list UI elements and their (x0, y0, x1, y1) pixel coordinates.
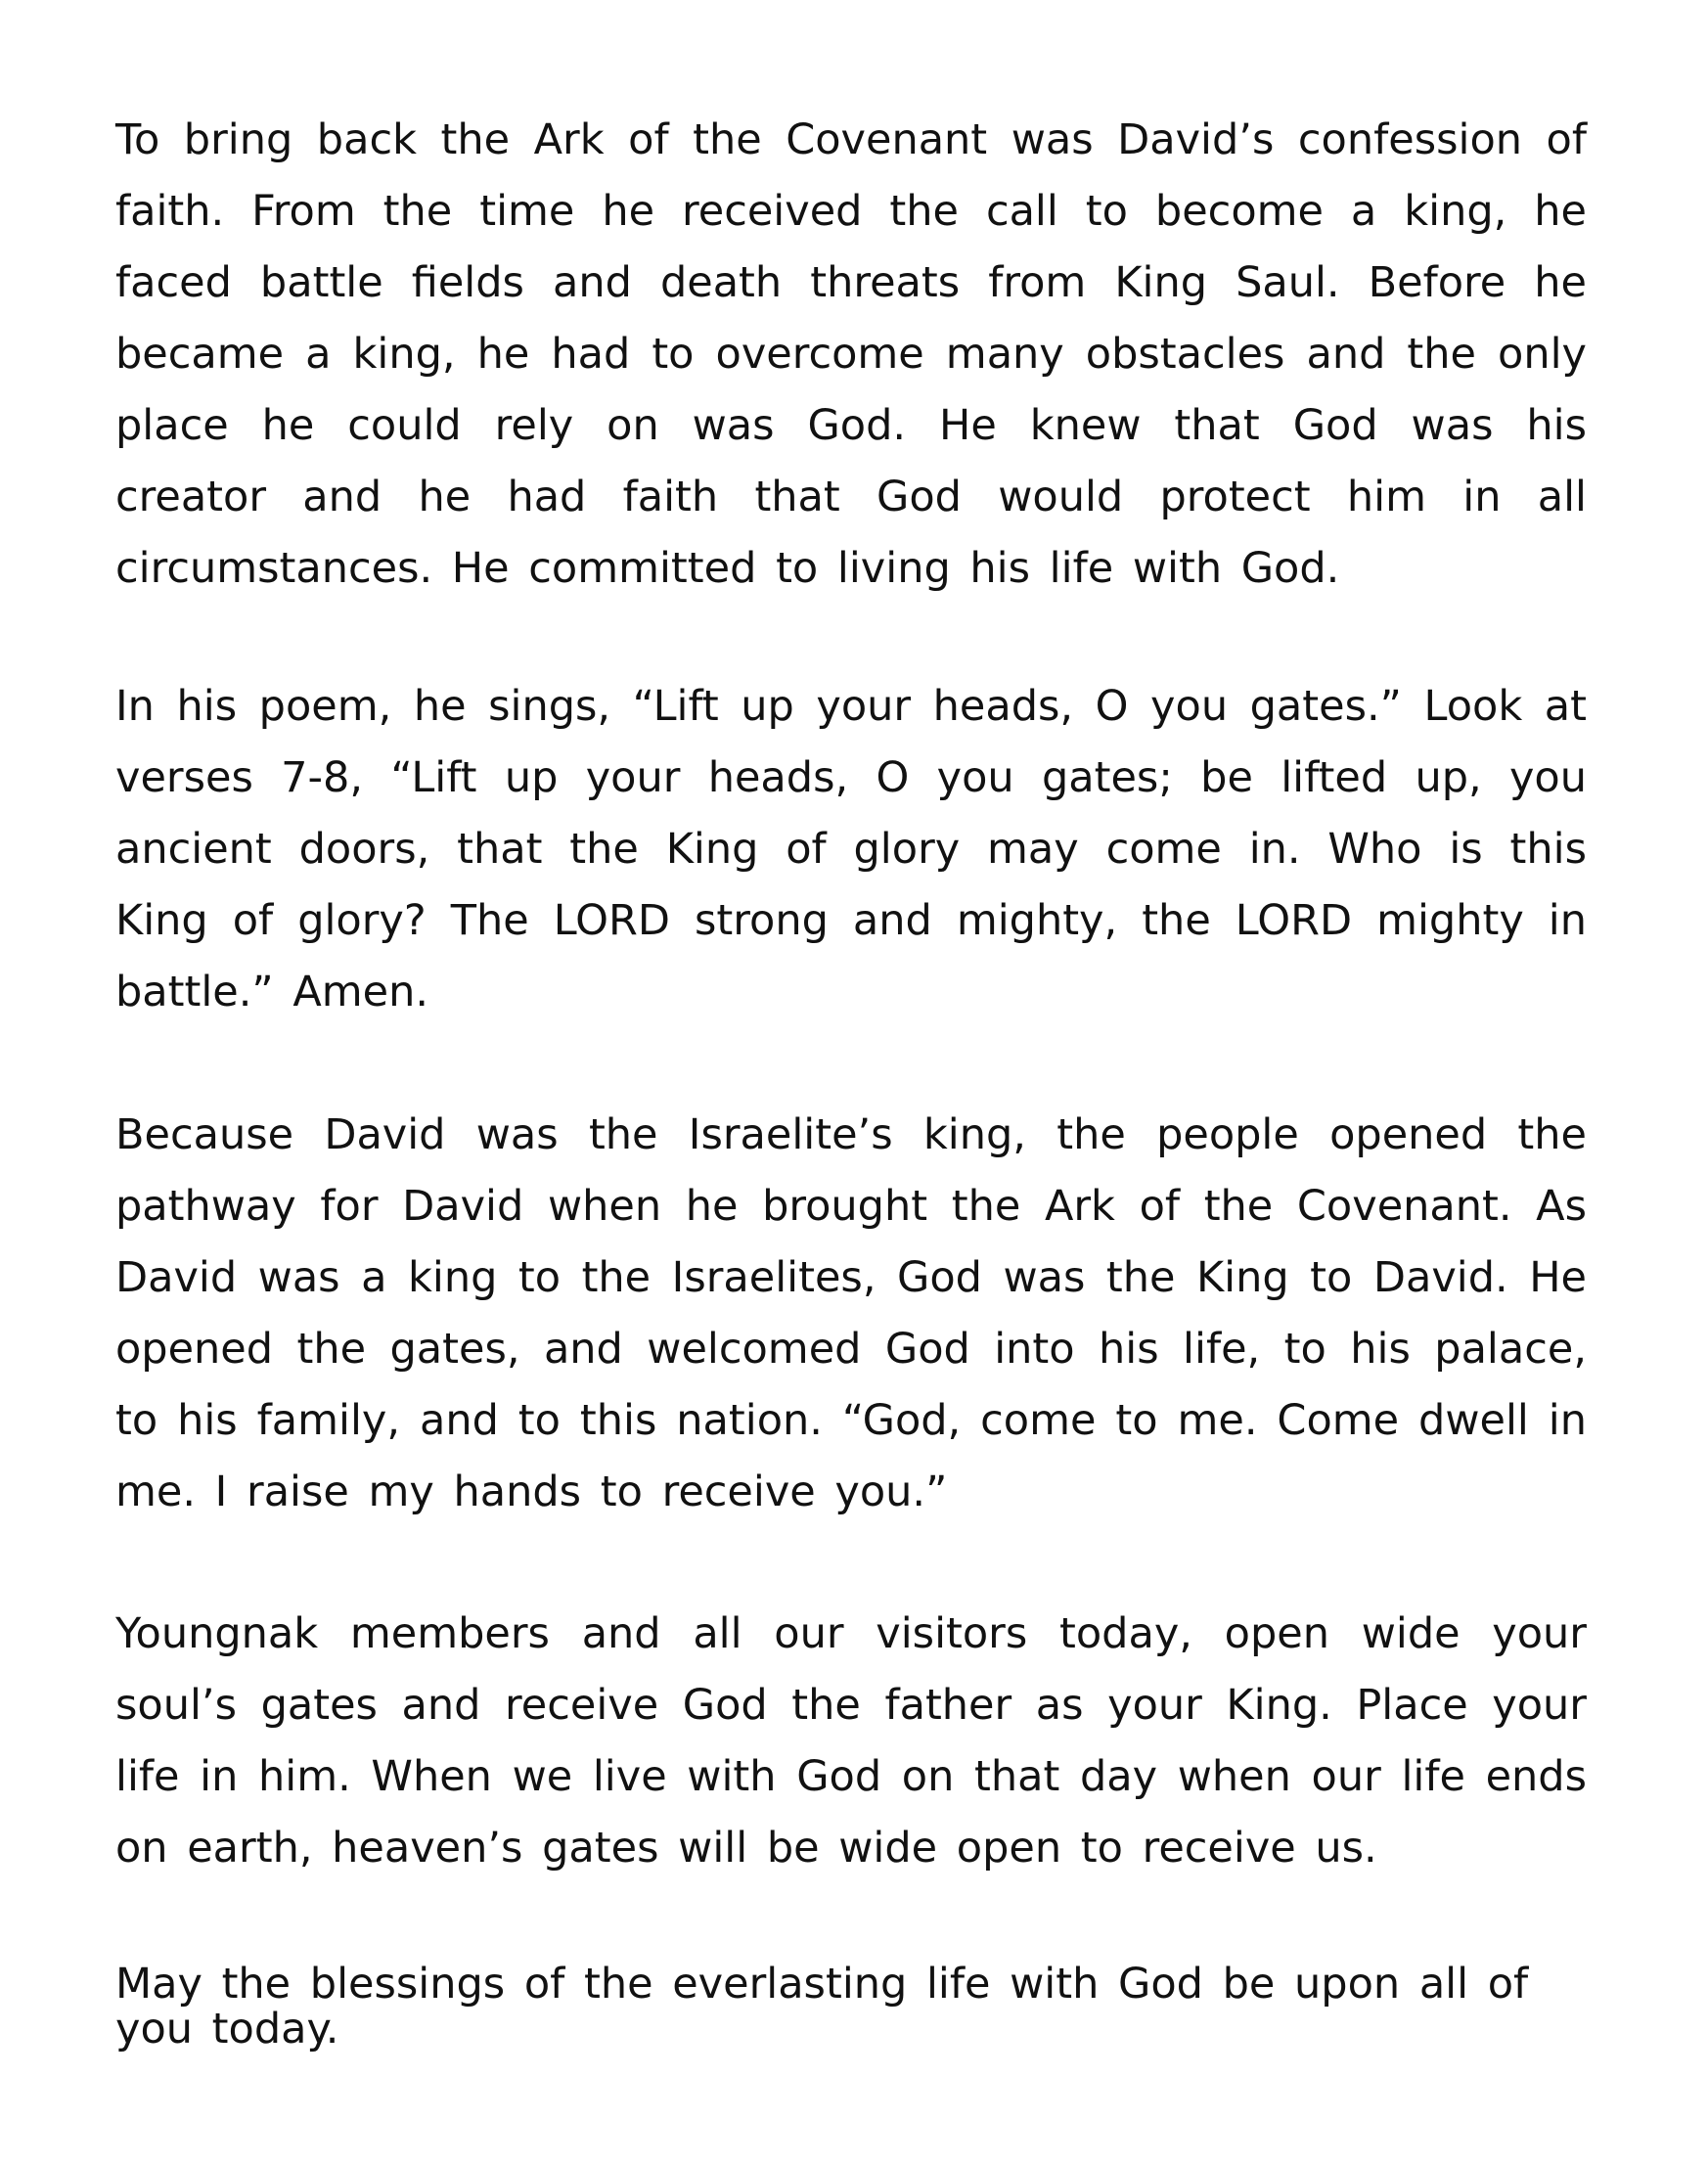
paragraph-closing-blessing: May the blessings of the everlasting life with God be upon all of you today. (115, 1960, 1529, 2054)
paragraph-ark-of-covenant: To bring back the Ark of the Covenant was David’s confession of faith. From the time he received the call to become a king, he faced battle fields and death threats from King Saul. Before he became a king, he had to overcome many obstacles and the only place he could rely on was God. He knew that God was his creator and he had faith that God would protect him in all circumstances. He committed to living his life with God. (115, 115, 1587, 593)
paragraph-youngnak-members: Youngnak members and all our visitors today, open wide your soul’s gates and receive God the father as your King. Place your life in him. When we live with God on that day when our life ends on earth, heaven’s gates will be wide open to receive us. (115, 1609, 1587, 1873)
paragraph-david-opened-gates: Because David was the Israelite’s king, the people opened the pathway for David when he brought the Ark of the Covenant. As David was a king to the Israelites, God was the King to David. He opened the gates, and welcomed God into his life, to his palace, to his family, and to this nation. “God, come to me. Come dwell in me. I raise my hands to receive you.” (115, 1110, 1587, 1516)
paragraph-lift-up-your-heads: In his poem, he sings, “Lift up your heads, O you gates.” Look at verses 7-8, “Lift up your heads, O you gates; be lifted up, you ancient doors, that the King of glory may come in. Who is this King of glory? The LORD strong and mighty, the LORD mighty in battle.” Amen. (115, 682, 1587, 1016)
